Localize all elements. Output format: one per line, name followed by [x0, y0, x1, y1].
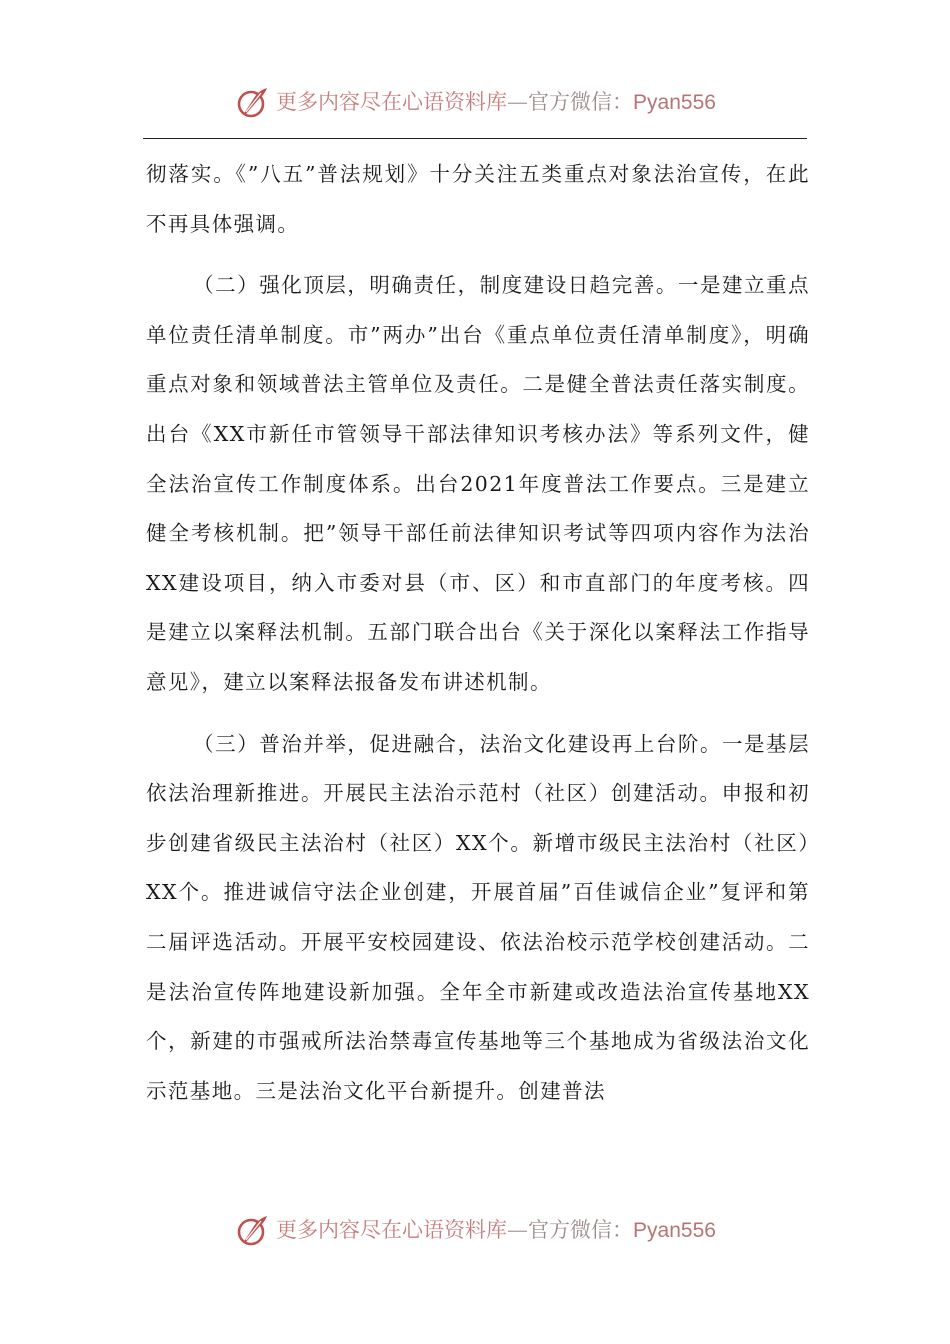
header-watermark-text: [276, 84, 716, 121]
footer-site-name: 更多内容尽在心语资料库: [276, 1218, 508, 1242]
header-wechat-label: 官方微信：: [528, 90, 634, 114]
footer-dash: —: [507, 1218, 529, 1242]
footer-watermark-text: [276, 1212, 716, 1249]
footer-wechat-handle: Pyan556: [633, 1219, 716, 1242]
paragraph-section-2: （二）强化顶层，明确责任，制度建设日趋完善。一是建立重点单位责任清单制度。市”两办”出台《重点单位责任清单制度》，明确重点对象和领域普法主管单位及责任。二是健全普法责任落实制度。出台《XX市新任市管领导干部法律知识考核办法》等系列文件，健全法治宣传工作制度体系。出台2021年度普法工作要点。三是建立健全考核机制。把”领导干部任前法律知识考试等四项内容作为法治XX建设项目，纳入市委对县（市、区）和市直部门的年度考核。四是建立以案释法机制。五部门联合出台《关于深化以案释法工作指导意见》，建立以案释法报备发布讲述机制。: [146, 273, 810, 694]
footer-watermark: [0, 1212, 950, 1249]
header-wechat-handle: Pyan556: [633, 91, 716, 114]
quill-logo-icon: [234, 85, 270, 121]
header-site-name: 更多内容尽在心语资料库: [276, 90, 508, 114]
header-dash: —: [507, 90, 529, 114]
header-watermark: [0, 84, 950, 121]
header-divider: [143, 138, 807, 139]
document-body: [146, 150, 810, 1116]
paragraph-continued: 彻落实。《”八五”普法规划》十分关注五类重点对象法治宣传，在此不再具体强调。: [146, 162, 810, 236]
paragraph-section-3: （三）普治并举，促进融合，法治文化建设再上台阶。一是基层依法治理新推进。开展民主法治示范村（社区）创建活动。申报和初步创建省级民主法治村（社区）XX个。新增市级民主法治村（社区）XX个。推进诚信守法企业创建，开展首届”百佳诚信企业”复评和第二届评选活动。开展平安校园建设、依法治校示范学校创建活动。二是法治宣传阵地建设新加强。全年全市新建或改造法治宣传基地XX个，新建的市强戒所法治禁毒宣传基地等三个基地成为省级法治文化示范基地。三是法治文化平台新提升。创建普法: [146, 731, 810, 1103]
footer-wechat-label: 官方微信：: [528, 1218, 634, 1242]
quill-logo-icon: [234, 1213, 270, 1249]
